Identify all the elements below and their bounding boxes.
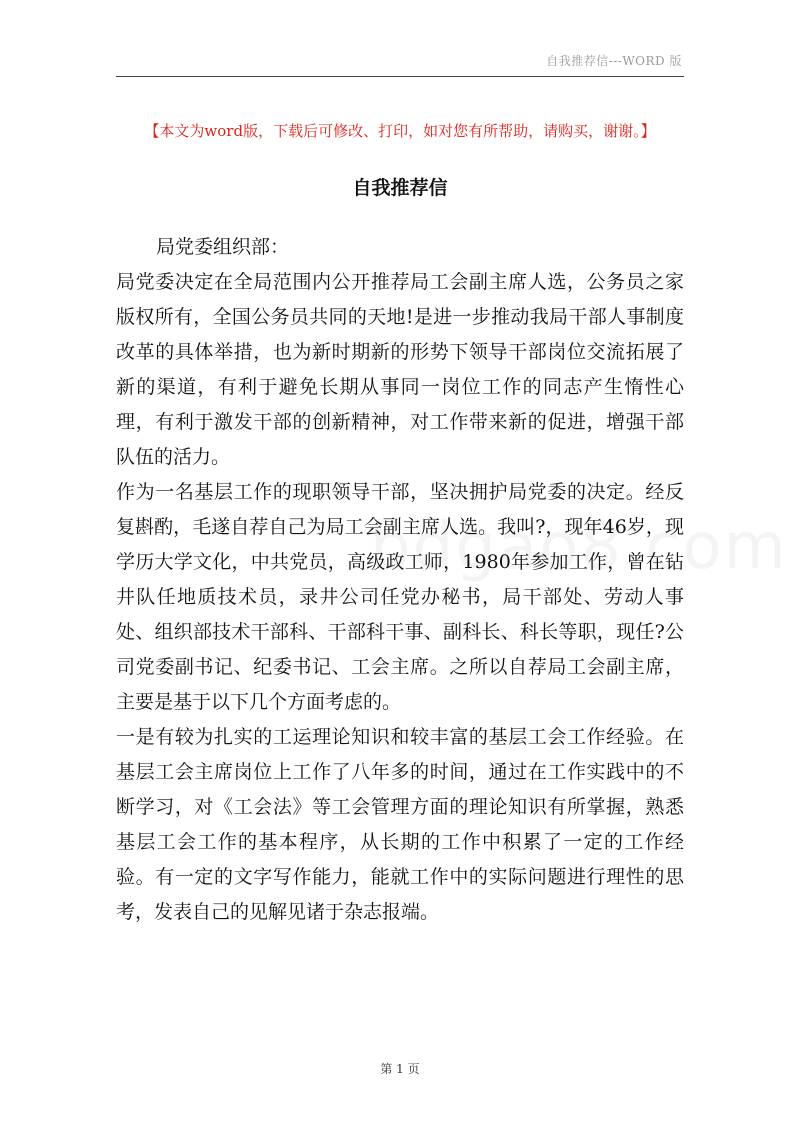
document-title: 自我推荐信 [352, 177, 448, 199]
purchase-notice: 【本文为word版，下载后可修改、打印，如对您有所帮助，请购买，谢谢。】 [144, 122, 656, 140]
salutation: 局党委组织部： [156, 236, 290, 258]
page-number: 第 1 页 [380, 1062, 420, 1076]
running-header: 自我推荐信---WORD 版 [546, 54, 682, 68]
paragraph-1: 局党委决定在全局范围内公开推荐局工会副主席人选，公务员之家版权所有，全国公务员共同的天地!是进一步推动我局干部人事制度改革的具体举措，也为新时期新的形势下领导干部岗位交流拓展了新的渠道，有利于避免长期从事同一岗位工作的同志产生惰性心理，有利于激发干部的创新精神，对工作带来新的促进，增强干部队伍的活力。 [116, 271, 684, 468]
paragraph-3: 一是有较为扎实的工运理论知识和较丰富的基层工会工作经验。在基层工会主席岗位上工作了八年多的时间，通过在工作实践中的不断学习，对《工会法》等工会管理方面的理论知识有所掌握，熟悉基层工会工作的基本程序，从长期的工作中积累了一定的工作经验。有一定的文字写作能力，能就工作中的实际问题进行理性的思考，发表自己的见解见诸于杂志报端。 [116, 726, 684, 923]
paragraph-2: 作为一名基层工作的现职领导干部，坚决拥护局党委的决定。经反复斟酌，毛遂自荐自己为局工会副主席人选。我叫?，现年46岁，现学历大学文化，中共党员，高级政工师，1980年参加工作，曾在钻井队任地质技术员，录井公司任党办秘书，局干部处、劳动人事处、组织部技术干部科、干部科干事、副科长、科长等职，现任?公司党委副书记、纪委书记、工会主席。之所以自荐局工会副主席，主要是基于以下几个方面考虑的。 [116, 481, 684, 713]
document-body [116, 230, 684, 930]
header-divider [116, 76, 684, 77]
